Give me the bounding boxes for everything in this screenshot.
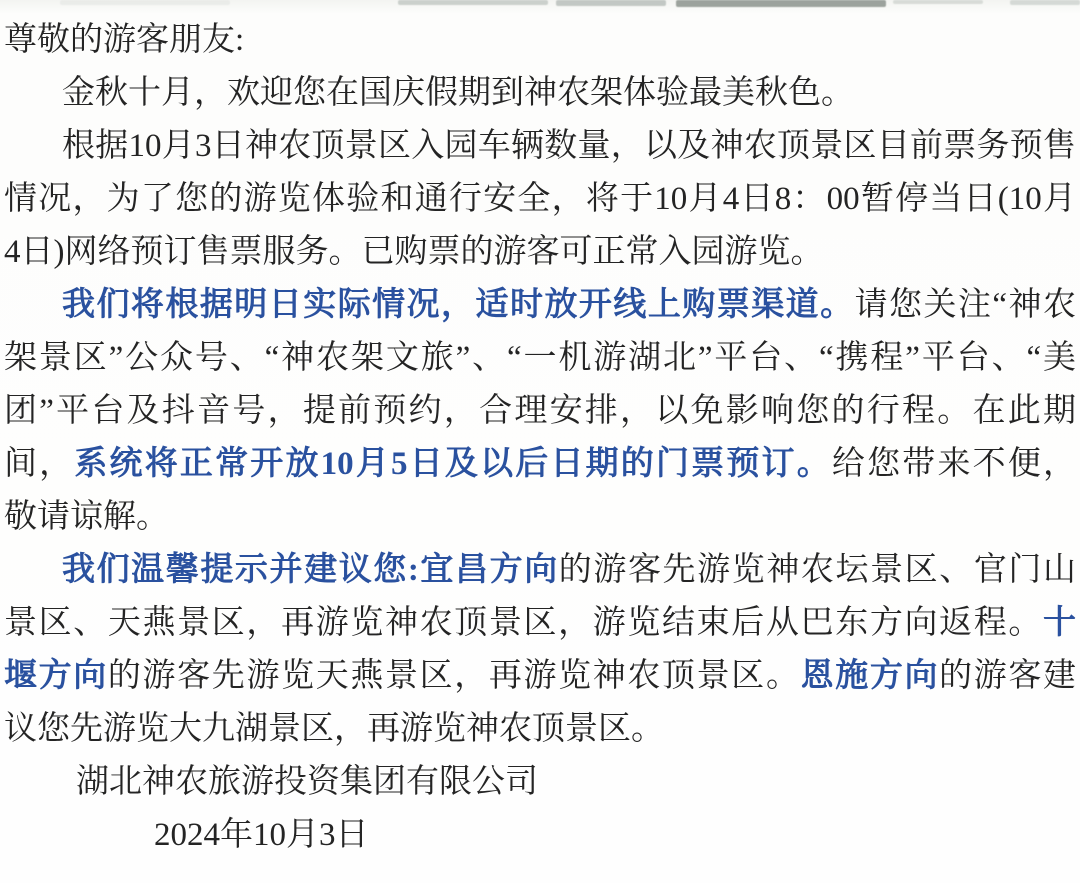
highlighted-text-run: 恩施方向	[800, 658, 940, 694]
cropped-text-remnant-segment	[398, 0, 548, 5]
text-run: 情况，为了您的游览体验和通行安全，将于10月4日8：00暂停当日(10月	[4, 181, 1076, 217]
text-run: 湖北神农旅游投资集团有限公司	[76, 764, 538, 800]
text-run: 尊敬的游客朋友:	[4, 22, 245, 58]
text-run: 请您关注“神农	[854, 287, 1076, 323]
text-run: 金秋十月，欢迎您在国庆假期到神农架体验最美秋色。	[62, 75, 854, 111]
text-line	[4, 597, 1076, 650]
text-run: 2024年10月3日	[154, 817, 369, 853]
text-run: 景区、天燕景区，再游览神农顶景区，游览结束后从巴东方向返程。	[4, 605, 1043, 641]
text-line	[4, 438, 1076, 491]
highlighted-text-run: 我们将根据明日实际情况，适时放开线上购票渠道。	[62, 287, 855, 323]
cropped-text-remnant	[0, 0, 1080, 10]
text-run: 议您先游览大九湖景区，再游览神农顶景区。	[4, 711, 664, 747]
text-run: 间，	[4, 446, 75, 482]
text-line	[4, 491, 1076, 544]
cropped-text-remnant-segment	[676, 0, 886, 7]
highlighted-text-run: 我们温馨提示并建议您:宜昌方向	[62, 552, 559, 588]
text-line	[4, 279, 1076, 332]
text-line	[4, 173, 1076, 226]
text-line	[4, 67, 1076, 120]
text-run: 的游客先游览神农坛景区、官门山	[558, 552, 1076, 588]
cropped-text-remnant-segment	[556, 0, 666, 6]
highlighted-text-run: 系统将正常开放10月5日及以后日期的门票预订。	[74, 446, 832, 482]
text-line	[4, 650, 1076, 703]
text-run: 的游客建	[939, 658, 1076, 694]
text-line	[4, 756, 1076, 809]
text-line	[4, 703, 1076, 756]
text-run: 根据10月3日神农顶景区入园车辆数量，以及神农顶景区目前票务预售	[62, 128, 1076, 164]
text-line	[4, 120, 1076, 173]
text-line	[4, 14, 1076, 67]
cropped-text-remnant-segment	[1010, 0, 1080, 5]
cropped-text-remnant-segment	[893, 0, 983, 4]
text-line	[4, 809, 1076, 862]
text-run: 给您带来不便，	[831, 446, 1076, 482]
cropped-text-remnant-segment	[60, 0, 230, 5]
text-line	[4, 332, 1076, 385]
highlighted-text-run: 堰方向	[4, 658, 108, 694]
text-run: 敬请谅解。	[4, 499, 169, 535]
highlighted-text-run: 十	[1043, 605, 1076, 641]
text-run: 4日)网络预订售票服务。已购票的游客可正常入园游览。	[4, 234, 824, 270]
notice-body	[4, 14, 1076, 862]
text-line	[4, 544, 1076, 597]
text-run: 架景区”公众号、“神农架文旅”、“一机游湖北”平台、“携程”平台、“美	[4, 340, 1076, 376]
text-run: 的游客先游览天燕景区，再游览神农顶景区。	[107, 658, 801, 694]
text-line	[4, 226, 1076, 279]
text-line	[4, 385, 1076, 438]
text-run: 团”平台及抖音号，提前预约，合理安排，以免影响您的行程。在此期	[4, 393, 1076, 429]
